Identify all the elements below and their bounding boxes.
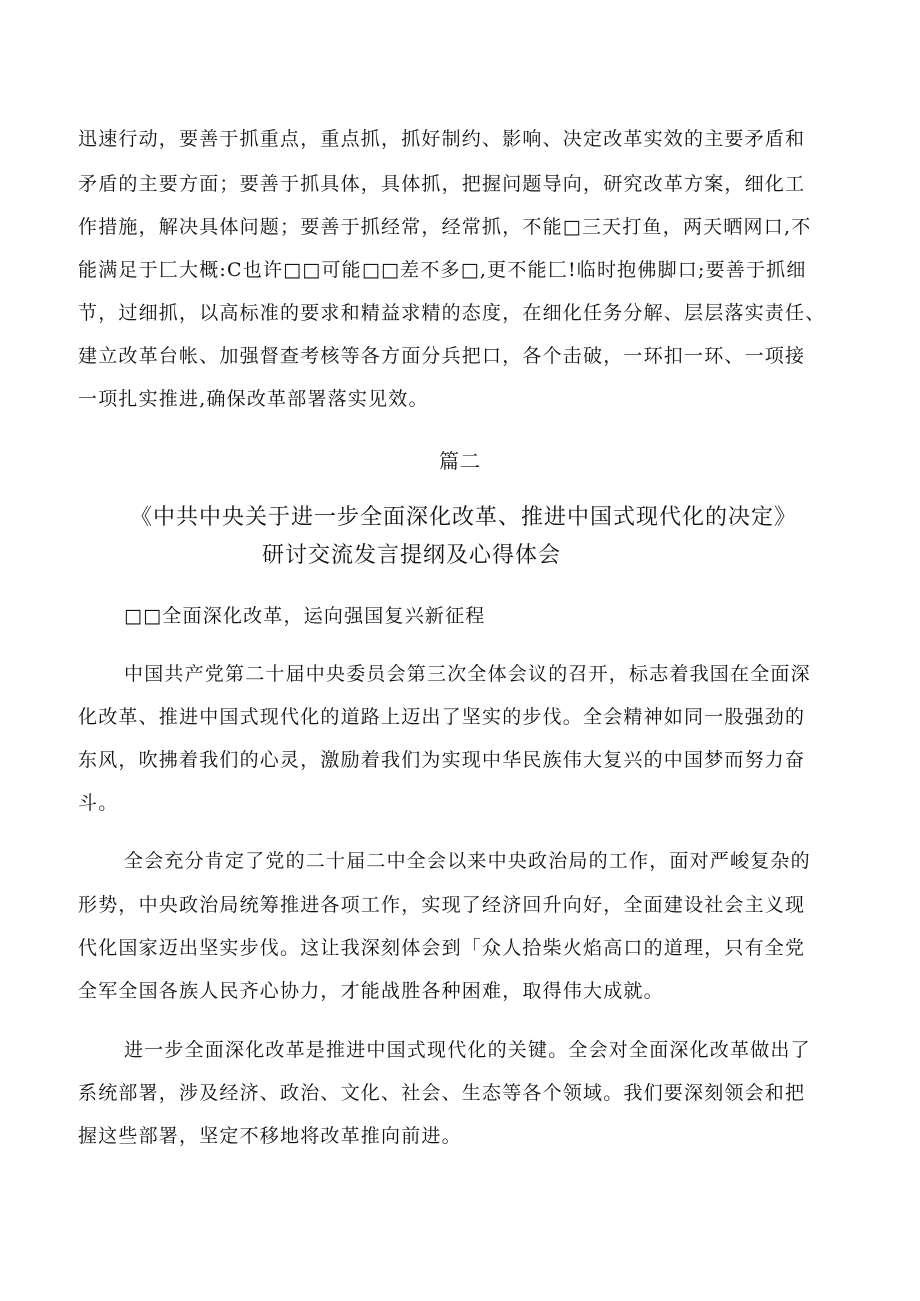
paragraph-line: 代化国家迈出坚实步伐。这让我深刻体会到「众人拾柴火焰高口的道理，只有全党	[78, 937, 806, 959]
paragraph-line: 作措施，解决具体问题；要善于抓经常，经常抓，不能□三天打鱼，两天晒网口,不	[78, 216, 812, 238]
section-label: 篇二	[439, 449, 481, 473]
paragraph-line: 矛盾的主要方面；要善于抓具体，具体抓，把握问题导向，研究改革方案，细化工	[78, 173, 806, 195]
subtitle: □□全面深化改革，运向强国复兴新征程	[124, 605, 486, 627]
paragraph-line: 全会充分肯定了党的二十届二中全会以来中央政治局的工作，面对严峻复杂的	[124, 850, 811, 872]
paragraph-line: 节，过细抓，以高标准的要求和精益求精的态度，在细化任务分解、层层落实责任、	[78, 302, 826, 324]
paragraph-line: 一项扎实推进,确保改革部署落实见效。	[78, 388, 429, 410]
paragraph-line: 化改革、推进中国式现代化的道路上迈出了坚实的步伐。全会精神如同一股强劲的	[78, 706, 806, 728]
document-title-line-1: 《中共中央关于进一步全面深化改革、推进中国式现代化的决定》	[130, 505, 798, 530]
paragraph-line: 进一步全面深化改革是推进中国式现代化的关键。全会对全面深化改革做出了	[124, 1039, 811, 1061]
paragraph-line: 形势，中央政治局统筹推进各项工作，实现了经济回升向好，全面建设社会主义现	[78, 894, 806, 916]
paragraph-line: 迅速行动，要善于抓重点，重点抓，抓好制约、影响、决定改革实效的主要矛盾和	[78, 128, 806, 150]
paragraph-line: 能满足于匚大概:C也许□□可能□□差不多□,更不能匚!临时抱佛脚口;要善于抓细	[78, 259, 807, 281]
paragraph-line: 建立改革台帐、加强督查考核等各方面分兵把口，各个击破，一环扣一环、一项接	[78, 345, 806, 367]
document-title-line-2: 研讨交流发言提纲及心得体会	[262, 543, 562, 568]
paragraph-line: 东风，吹拂着我们的心灵，激励着我们为实现中华民族伟大复兴的中国梦而努力奋	[78, 749, 806, 771]
paragraph-line: 系统部署，涉及经济、政治、文化、社会、生态等各个领域。我们要深刻领会和把	[78, 1082, 806, 1104]
paragraph-line: 握这些部署，坚定不移地将改革推向前进。	[78, 1125, 462, 1147]
paragraph-line: 全军全国各族人民齐心协力，才能战胜各种困难，取得伟大成就。	[78, 980, 664, 1002]
paragraph-line: 斗。	[78, 792, 119, 814]
paragraph-line: 中国共产党第二十届中央委员会第三次全体会议的召开，标志着我国在全面深	[124, 663, 811, 685]
